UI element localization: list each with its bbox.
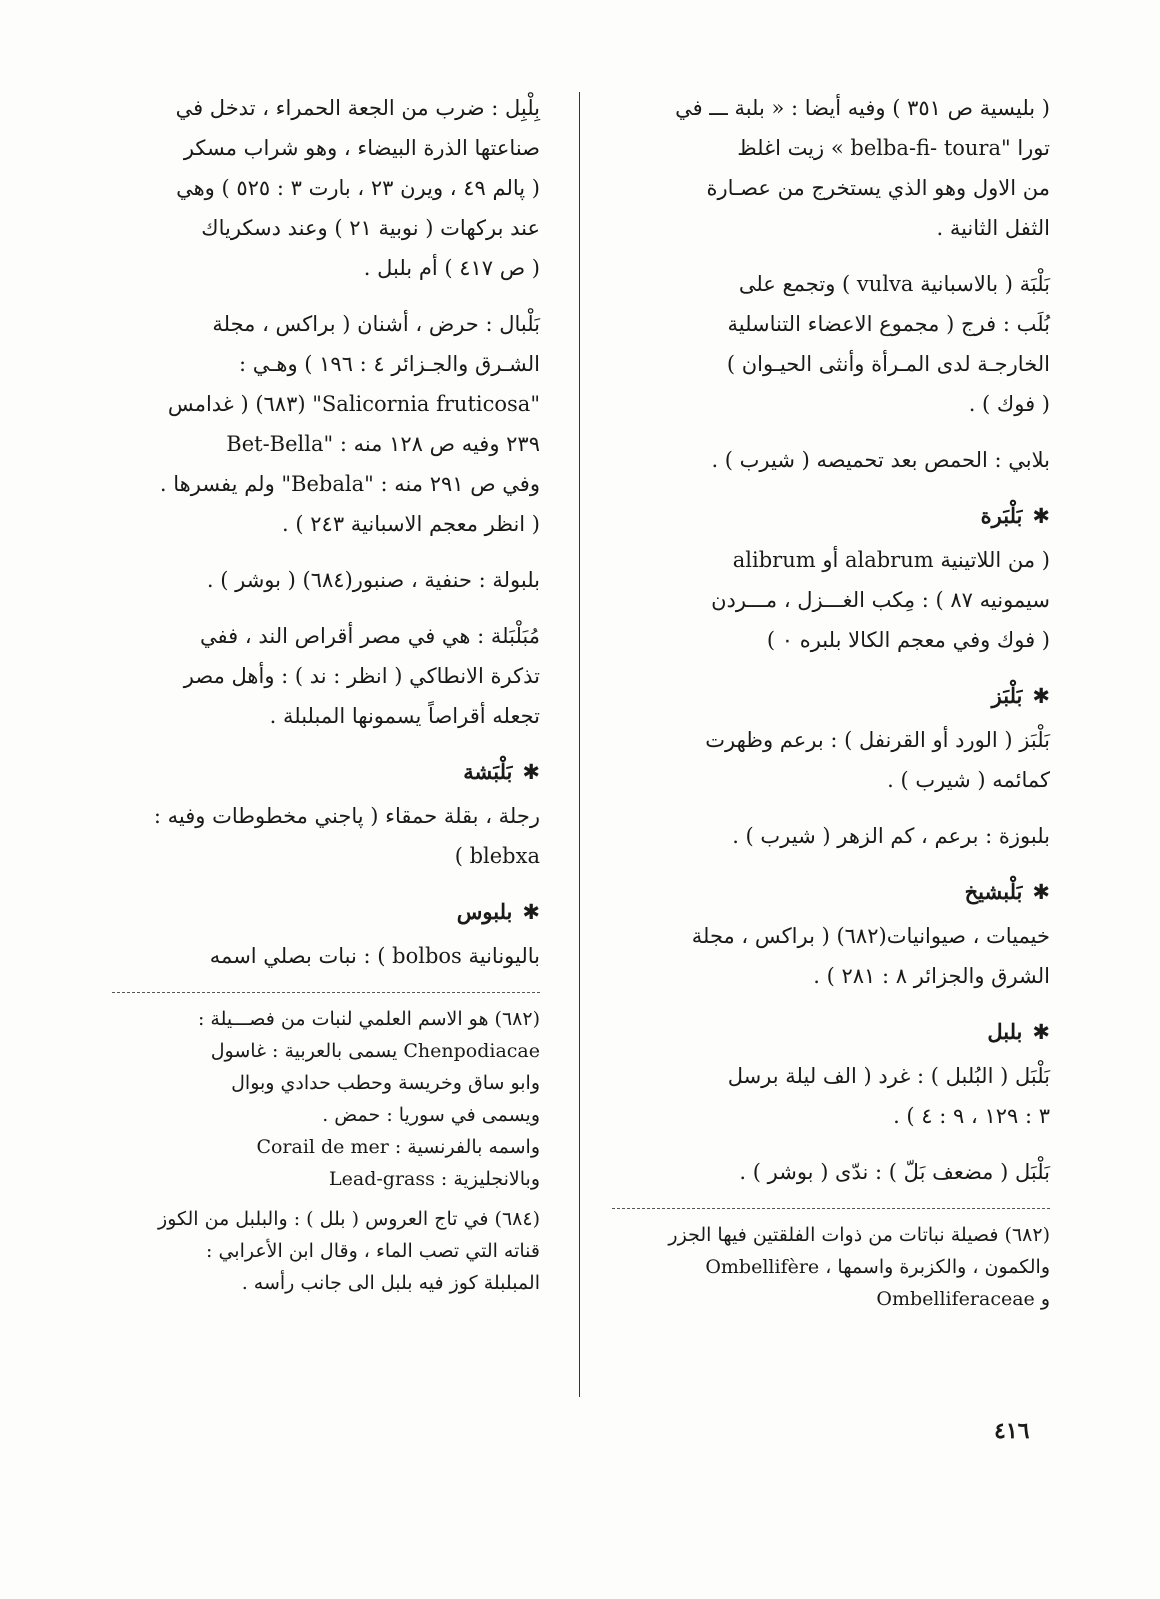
footnote-line: و Ombelliferaceae: [876, 1288, 1050, 1310]
page-number: ٤١٦: [994, 1418, 1030, 1444]
entry-paragraph: [612, 88, 1050, 248]
entry-line: ( پالم ٤٩ ، ويرن ٢٣ ، بارت ٣ : ٥٢٥ ) وهي: [176, 176, 540, 200]
entry-line: رجلة ، بقلة حمقاء ( پاجني مخطوطات وفيه :: [153, 804, 540, 828]
entry-line: ( من اللاتينية alabrum أو alibrum: [732, 548, 1050, 572]
entry-headword: [612, 1012, 1050, 1052]
entry-line: الخارجـة لدى المـرأة وأنثى الحيـوان ): [726, 352, 1050, 376]
headword-text: بَلْبَز: [991, 683, 1023, 708]
entry-line: سيمونيه ٨٧ ) : مِكب الغـــزل ، مـــردن: [711, 588, 1050, 612]
entry-line: بَلْبَل ( البُلبل ) : غرد ( الف ليلة برسل: [727, 1064, 1050, 1088]
entry-paragraph: [612, 540, 1050, 660]
entry-paragraph: [612, 440, 1050, 480]
asterisk-icon: ✱: [522, 900, 540, 924]
asterisk-icon: ✱: [1032, 504, 1050, 528]
entry-headword: [112, 892, 540, 932]
entry-paragraph: [612, 264, 1050, 424]
entry-line: ( بليسية ص ٣٥١ ) وفيه أيضا : « بلبة ـــ في: [675, 96, 1050, 120]
footnote-line: Chenpodiacae يسمى بالعربية : غاسول: [210, 1040, 540, 1062]
entry-headword: [112, 752, 540, 792]
entry-line: بَلْبَل ( مضعف بَلّ ) : ندّى ( بوشر ) .: [739, 1160, 1050, 1184]
asterisk-icon: ✱: [522, 760, 540, 784]
entry-paragraph: [112, 796, 540, 876]
entry-line: ( انظر معجم الاسبانية ٢٤٣ ) .: [282, 512, 540, 536]
entry-line: بلبولة : حنفية ، صنبور(٦٨٤) ( بوشر ) .: [206, 568, 540, 592]
entry-line: كمائمه ( شيرب ) .: [887, 768, 1050, 792]
entry-line: صناعتها الذرة البيضاء ، وهو شراب مسكر: [183, 136, 540, 160]
entry-line: من الاول وهو الذي يستخرج من عصـارة: [706, 176, 1050, 200]
footnote-line: قناته التي تصب الماء ، وقال ابن الأعرابي :: [206, 1240, 540, 1262]
footnote-line: (٦٨٢) فصيلة نباتات من ذوات الفلقتين فيها الجزر: [668, 1224, 1050, 1246]
entry-paragraph: [612, 1056, 1050, 1136]
asterisk-icon: ✱: [1032, 684, 1050, 708]
headword-text: بَلْبَشة: [463, 759, 513, 784]
asterisk-icon: ✱: [1032, 1020, 1050, 1044]
entry-line: "Salicornia fruticosa" (٦٨٣) ( غدامس: [167, 392, 540, 416]
entry-line: ٣ : ١٢٩ ، ٩ : ٤ ) .: [893, 1104, 1050, 1128]
entry-line: الثفل الثانية .: [936, 216, 1050, 240]
footnote-line: (٦٨٤) في تاج العروس ( بلل ) : والبلبل من الكوز: [158, 1208, 540, 1230]
right-column: [612, 88, 1050, 1323]
headword-text: بَلْبَرة: [980, 503, 1023, 528]
entry-line: وفي ص ٢٩١ منه : "Bebala" ولم يفسرها .: [159, 472, 540, 496]
entry-line: بُلَب : فرج ( مجموع الاعضاء التناسلية: [727, 312, 1050, 336]
entry-line: بَلْبَز ( الورد أو القرنفل ) : برعم وظهرت: [705, 728, 1050, 752]
entry-line: ٢٣٩ وفيه ص ١٢٨ منه : "Bet-Bella: [226, 432, 540, 456]
footnote-line: (٦٨٢) هو الاسم العلمي لنبات من فصـــيلة :: [197, 1008, 540, 1030]
entry-paragraph: [112, 560, 540, 600]
entry-line: بَلْبال : حرض ، أشنان ( براكس ، مجلة: [212, 312, 540, 336]
entry-line: بِلْبِل : ضرب من الجعة الحمراء ، تدخل في: [175, 96, 540, 120]
footnote: [612, 1219, 1050, 1315]
footnote: [112, 1003, 540, 1195]
entry-paragraph: [612, 720, 1050, 800]
entry-headword: [612, 872, 1050, 912]
entry-line: خيميات ، صيوانيات(٦٨٢) ( براكس ، مجلة: [691, 924, 1050, 948]
footnote-separator: [612, 1208, 1050, 1209]
entry-paragraph: [612, 916, 1050, 996]
footnote-line: والكمون ، والكزبرة واسمها ، Ombellifère: [705, 1256, 1050, 1278]
entry-line: بَلْبَة ( بالاسبانية vulva ) وتجمع على: [738, 272, 1050, 296]
entry-line: الشـرق والجـزائر ٤ : ١٩٦ ) وهـي :: [238, 352, 540, 376]
entry-line: بلبوزة : برعم ، كم الزهر ( شيرب ) .: [732, 824, 1050, 848]
footnote-line: وبالانجليزية : Lead-grass: [329, 1168, 540, 1190]
footnote: [112, 1203, 540, 1299]
entry-paragraph: [112, 304, 540, 544]
entry-headword: [612, 496, 1050, 536]
entry-line: تذكرة الانطاكي ( انظر : ند ) : وأهل مصر: [183, 664, 540, 688]
entry-line: عند بركهات ( نوبية ٢١ ) وعند دسكرياك: [201, 216, 540, 240]
entry-line: ( فوك وفي معجم الكالا بلبره ٠ ): [766, 628, 1050, 652]
entry-line: ( فوك ) .: [968, 392, 1050, 416]
entry-paragraph: [112, 88, 540, 288]
left-column: [112, 88, 540, 1307]
entry-line: الشرق والجزائر ٨ : ٢٨١ ) .: [813, 964, 1050, 988]
entry-line: بلابي : الحمص بعد تحميصه ( شيرب ) .: [711, 448, 1050, 472]
entry-line: تجعله أقراصاً يسمونها المبلبلة .: [269, 704, 540, 728]
entry-line: ( ص ٤١٧ ) أم بلبل .: [363, 256, 540, 280]
entry-paragraph: [612, 1152, 1050, 1192]
entry-line: باليونانية bolbos ) : نبات بصلي اسمه: [209, 944, 540, 968]
footnote-line: المبلبلة كوز فيه بلبل الى جانب رأسه .: [241, 1272, 540, 1294]
entry-headword: [612, 676, 1050, 716]
headword-text: بلبل: [987, 1019, 1023, 1044]
entry-paragraph: [112, 936, 540, 976]
footnote-separator: [112, 992, 540, 993]
footnote-line: واسمه بالفرنسية : Corail de mer: [256, 1136, 540, 1158]
entry-paragraph: [612, 816, 1050, 856]
entry-line: تورا "belba-fi- toura » زيت اغلظ: [737, 136, 1050, 160]
footnote-line: وابو ساق وخريسة وحطب حدادي وبوال: [231, 1072, 540, 1094]
headword-text: بلبوس: [456, 899, 513, 924]
entry-paragraph: [112, 616, 540, 736]
asterisk-icon: ✱: [1032, 880, 1050, 904]
column-divider: [579, 92, 580, 1397]
headword-text: بَلْبشيخ: [964, 879, 1023, 904]
footnote-line: ويسمى في سوريا : حمض .: [322, 1104, 540, 1126]
entry-line: مُبَلْبَلة : هي في مصر أقراص الند ، ففي: [200, 624, 540, 648]
entry-line: blebxa ): [454, 844, 540, 868]
